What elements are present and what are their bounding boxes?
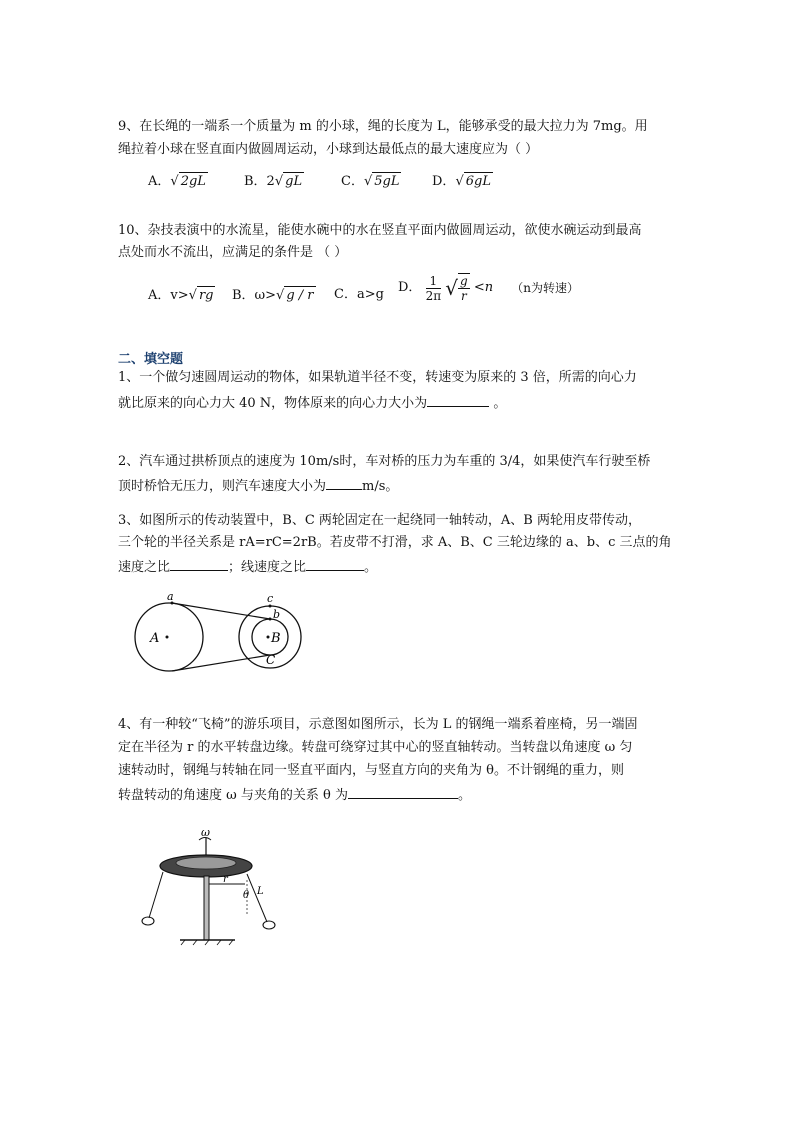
point-b-dot	[269, 618, 272, 621]
q10-d-fraction: $\frac{1}{2\pi}$	[425, 273, 442, 303]
q9-option-c: C．√ 5gL	[341, 174, 400, 189]
f4-answer-blank[interactable]	[348, 784, 458, 799]
f4-text-line3: 速转动时，钢绳与转轴在同一竖直平面内，与竖直方向的夹角为 θ。不计钢绳的重力，则	[118, 763, 624, 778]
f1-answer-blank[interactable]	[427, 392, 489, 407]
f4-text-line1: 4、有一种较“飞椅”的游乐项目，示意图如图所示，长为 L 的钢绳一端系着座椅，另一端固	[118, 717, 638, 732]
f2-text-line2: 顶时桥恰无压力，则汽车速度大小为 m/s。	[118, 475, 398, 496]
q9-text-line1: 9、在长绳的一端系一个质量为 m 的小球，绳的长度为 L，能够承受的最大拉力为 7mg。用	[118, 119, 648, 134]
f3-text-line1: 3、如图所示的传动装置中，B、C 两轮固定在一起绕同一轴转动，A、B 两轮用皮带传动，	[118, 513, 641, 528]
wheel-b-circle	[252, 619, 288, 655]
label-wheel-c: C	[266, 653, 276, 667]
f2-answer-blank[interactable]	[326, 475, 362, 490]
label-L: L	[257, 886, 264, 897]
q9-option-a: A．√ 2gL	[148, 174, 206, 189]
support-pole	[204, 876, 209, 940]
belt-top	[172, 603, 270, 619]
flying-chair-diagram	[135, 822, 305, 952]
left-seat	[142, 917, 154, 925]
f1-text-line1: 1、一个做匀速圆周运动的物体，如果轨道半径不变，转速变为原来的 3 倍，所需的向心力	[118, 370, 637, 385]
q10-option-a: A．v>√ rg	[148, 288, 214, 303]
f4-text-line2: 定在半径为 r 的水平转盘边缘。转盘可绕穿过其中心的竖直轴转动。当转盘以角速度 ω 匀	[118, 740, 633, 755]
f4-text-line4: 转盘转动的角速度 ω 与夹角的关系 θ 为 。	[118, 784, 471, 805]
q9-option-b: B．2√ gL	[244, 174, 303, 189]
section-heading-fill-in: 二、填空题	[118, 352, 184, 367]
q10-text-line2: 点处而水不流出，应满足的条件是 （ ）	[118, 245, 348, 260]
label-theta: θ	[243, 890, 250, 901]
right-seat	[263, 921, 275, 929]
q9-option-d: D．√ 6gL	[432, 174, 491, 189]
belt-drive-diagram	[130, 590, 310, 675]
label-r: r	[223, 874, 228, 885]
left-cable	[149, 872, 163, 918]
turntable-top-highlight	[176, 857, 236, 869]
center-a-dot	[166, 636, 169, 639]
q10-option-b: B．ω>√ g / r	[232, 288, 314, 303]
label-wheel-b: B	[271, 631, 281, 646]
belt-bottom	[172, 655, 270, 671]
q10-option-c: C．a>g	[334, 287, 384, 302]
f3-text-line2: 三个轮的半径关系是 rA=rC=2rB。若皮带不打滑，求 A、B、C 三轮边缘的 a、b、c 三点的角	[118, 535, 672, 550]
label-wheel-a: A	[150, 631, 160, 646]
right-cable	[247, 874, 267, 922]
label-point-b: b	[273, 608, 281, 621]
f3-linear-ratio-blank[interactable]	[306, 556, 364, 571]
q10-option-d: D． $\frac{1}{2\pi}$ √ $\frac{g}{r}$ <n （n为转速）	[398, 273, 579, 303]
center-b-dot	[267, 636, 270, 639]
label-point-a: a	[167, 590, 174, 603]
f3-text-line3: 速度之比 ；线速度之比 。	[118, 556, 377, 577]
q9-text-line2: 绳拉着小球在竖直面内做圆周运动，小球到达最低点的最大速度应为（ ）	[118, 142, 539, 157]
label-omega: ω	[201, 826, 210, 839]
f2-text-line1: 2、汽车通过拱桥顶点的速度为 10m/s时，车对桥的压力为车重的 3/4，如果使汽车行驶至桥	[118, 454, 651, 469]
f3-angular-ratio-blank[interactable]	[170, 556, 228, 571]
wheel-a-circle	[135, 603, 203, 671]
label-point-c: c	[267, 592, 274, 605]
f1-text-line2: 就比原来的向心力大 40 N，物体原来的向心力大小为 。	[118, 392, 506, 413]
q10-text-line1: 10、杂技表演中的水流星，能使水碗中的水在竖直平面内做圆周运动，欲使水碗运动到最高	[118, 223, 642, 238]
